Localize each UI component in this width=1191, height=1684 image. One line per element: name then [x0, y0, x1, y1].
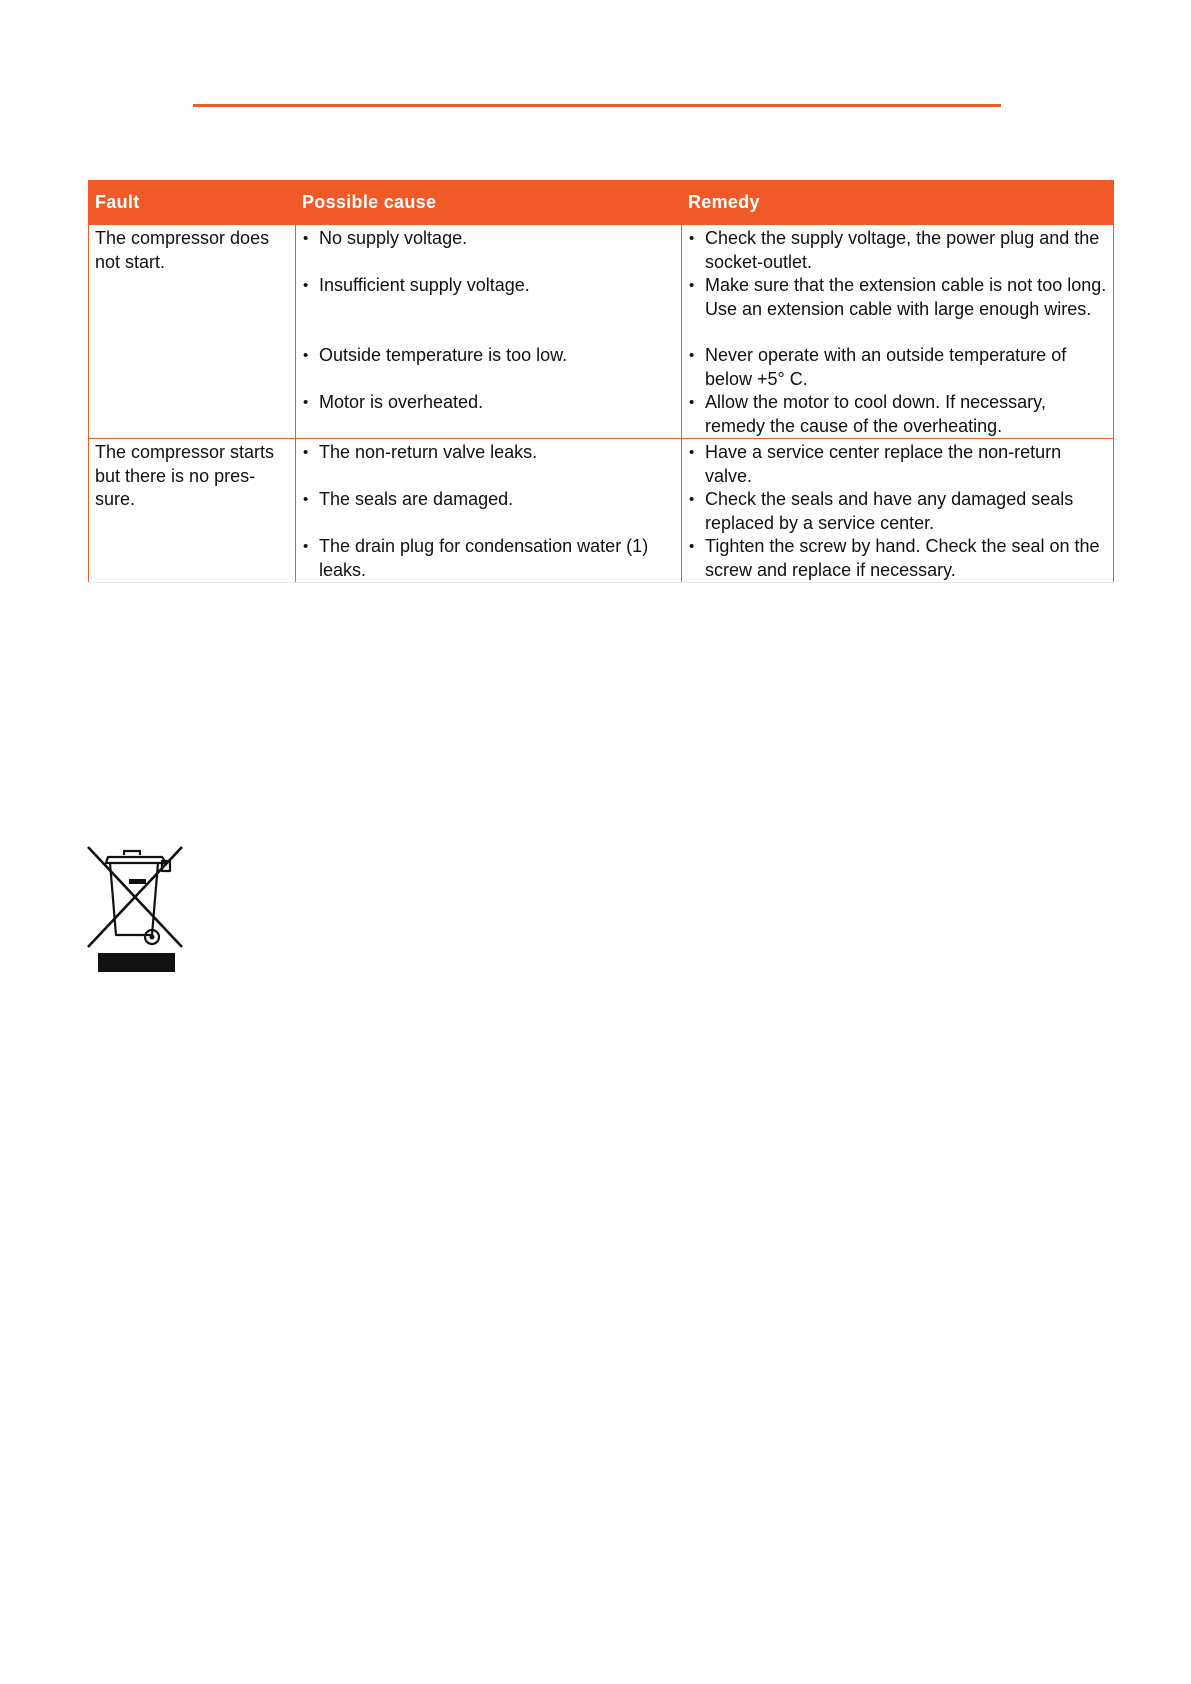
remedy-item: • Tighten the screw by hand. Check the seal on the screw and replace if necessary.: [688, 535, 1107, 582]
remedy-item: • Check the supply voltage, the power plug and the socket-outlet.: [688, 227, 1107, 274]
cause-item: • The seals are damaged.: [302, 488, 675, 535]
cause-item: • No supply voltage.: [302, 227, 675, 274]
cause-cell: [296, 439, 682, 583]
crossed-out-wheelie-bin-icon: [86, 845, 186, 973]
header-possible-cause: Possible cause: [296, 181, 682, 225]
cause-item: • Motor is overheated.: [302, 391, 675, 438]
cause-item: • The non-return valve leaks.: [302, 441, 675, 488]
cause-list: [302, 227, 675, 438]
header-rule: [193, 104, 1001, 107]
troubleshooting-table: [88, 180, 1114, 583]
table-row: [89, 225, 1114, 439]
remedy-item: • Make sure that the extension cable is not too long. Use an extension cable with large enough wires.: [688, 274, 1107, 344]
fault-cell: The compressor does not start.: [89, 225, 296, 439]
remedy-list: [688, 227, 1107, 438]
header-fault: Fault: [89, 181, 296, 225]
cause-list: [302, 441, 675, 582]
table-header-row: [89, 181, 1114, 225]
remedy-cell: [682, 225, 1114, 439]
remedy-item: • Have a service center replace the non-return valve.: [688, 441, 1107, 488]
remedy-item: • Allow the motor to cool down. If necessary, remedy the cause of the overheating.: [688, 391, 1107, 438]
fault-cell: The compressor starts but there is no pres-sure.: [89, 439, 296, 583]
table-row: [89, 439, 1114, 583]
remedy-list: [688, 441, 1107, 582]
cause-cell: [296, 225, 682, 439]
remedy-item: • Never operate with an outside temperature of below +5° C.: [688, 344, 1107, 391]
remedy-cell: [682, 439, 1114, 583]
cause-item: • Outside temperature is too low.: [302, 344, 675, 391]
header-remedy: Remedy: [682, 181, 1114, 225]
remedy-item: • Check the seals and have any damaged seals replaced by a service center.: [688, 488, 1107, 535]
cause-item: • The drain plug for condensation water (1) leaks.: [302, 535, 675, 582]
cause-item: • Insufficient supply voltage.: [302, 274, 675, 344]
